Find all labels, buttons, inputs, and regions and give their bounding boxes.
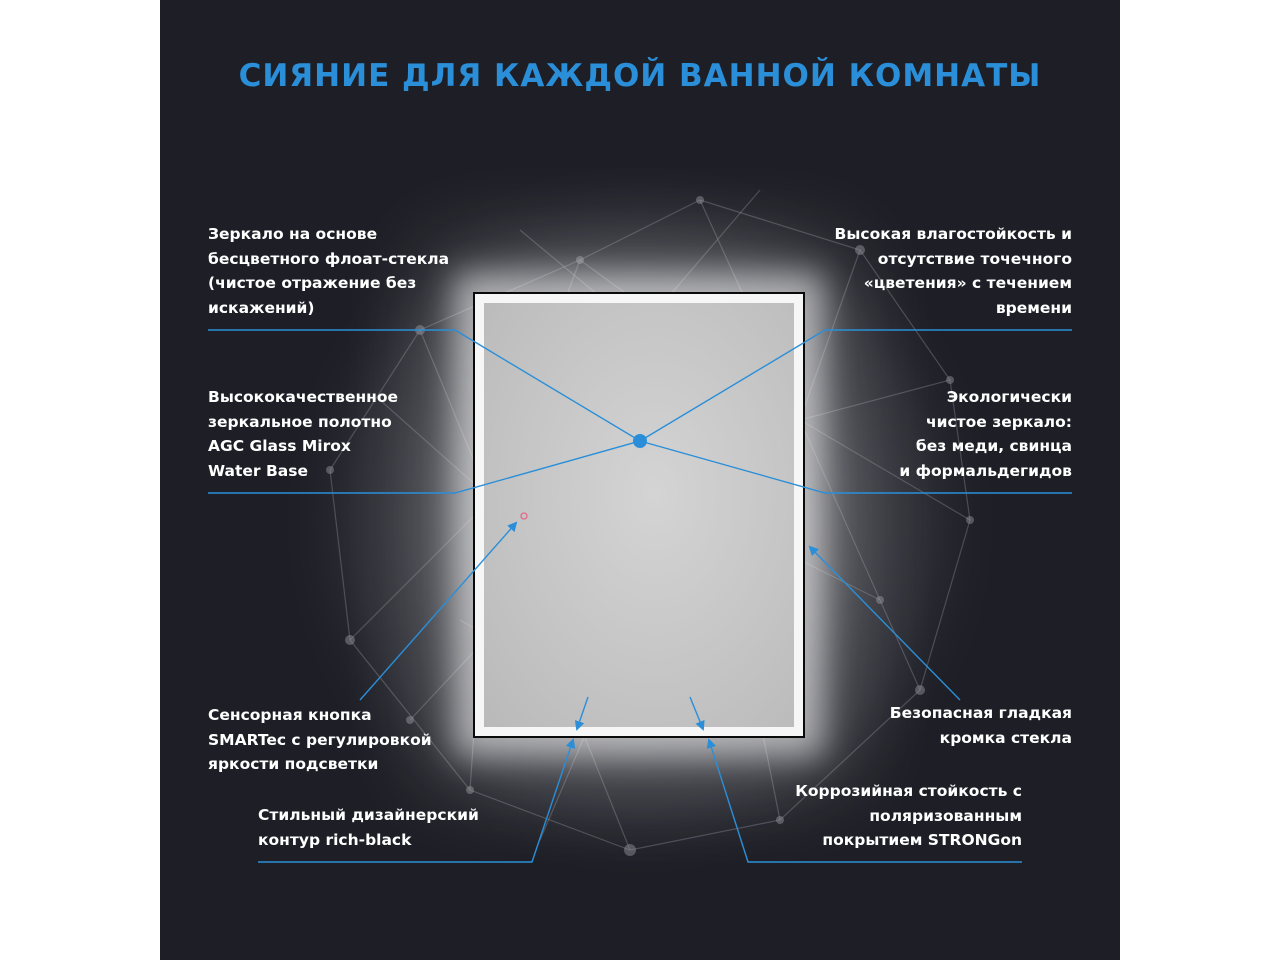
feature-mirox: Высококачественное зеркальное полотно AGC Glass Mirox Water Base [208, 388, 399, 480]
feature-edge: Безопасная гладкая кромка стекла [889, 704, 1072, 747]
feature-moisture: Высокая влагостойкость и отсутствие точечного «цветения» с течением времени [834, 225, 1072, 317]
feature-contour: Стильный дизайнерский контур rich-black [258, 806, 479, 849]
feature-corrosion: Коррозийная стойкость с поляризованным покрытием STRONGon [795, 782, 1022, 849]
mirror-glass [484, 303, 794, 727]
page-title: СИЯНИЕ ДЛЯ КАЖДОЙ ВАННОЙ КОМНАТЫ [238, 58, 1042, 94]
product-infographic [160, 0, 1120, 960]
mirror-frame [473, 292, 805, 738]
feature-touch-button: Сенсорная кнопка SMARTec с регулировкой яркости подсветки [208, 706, 432, 773]
feature-float-glass: Зеркало на основе бесцветного флоат-стекла (чистое отражение без искажений) [208, 225, 450, 317]
feature-eco: Экологически чистое зеркало: без меди, свинца и формальдегидов [899, 388, 1072, 480]
